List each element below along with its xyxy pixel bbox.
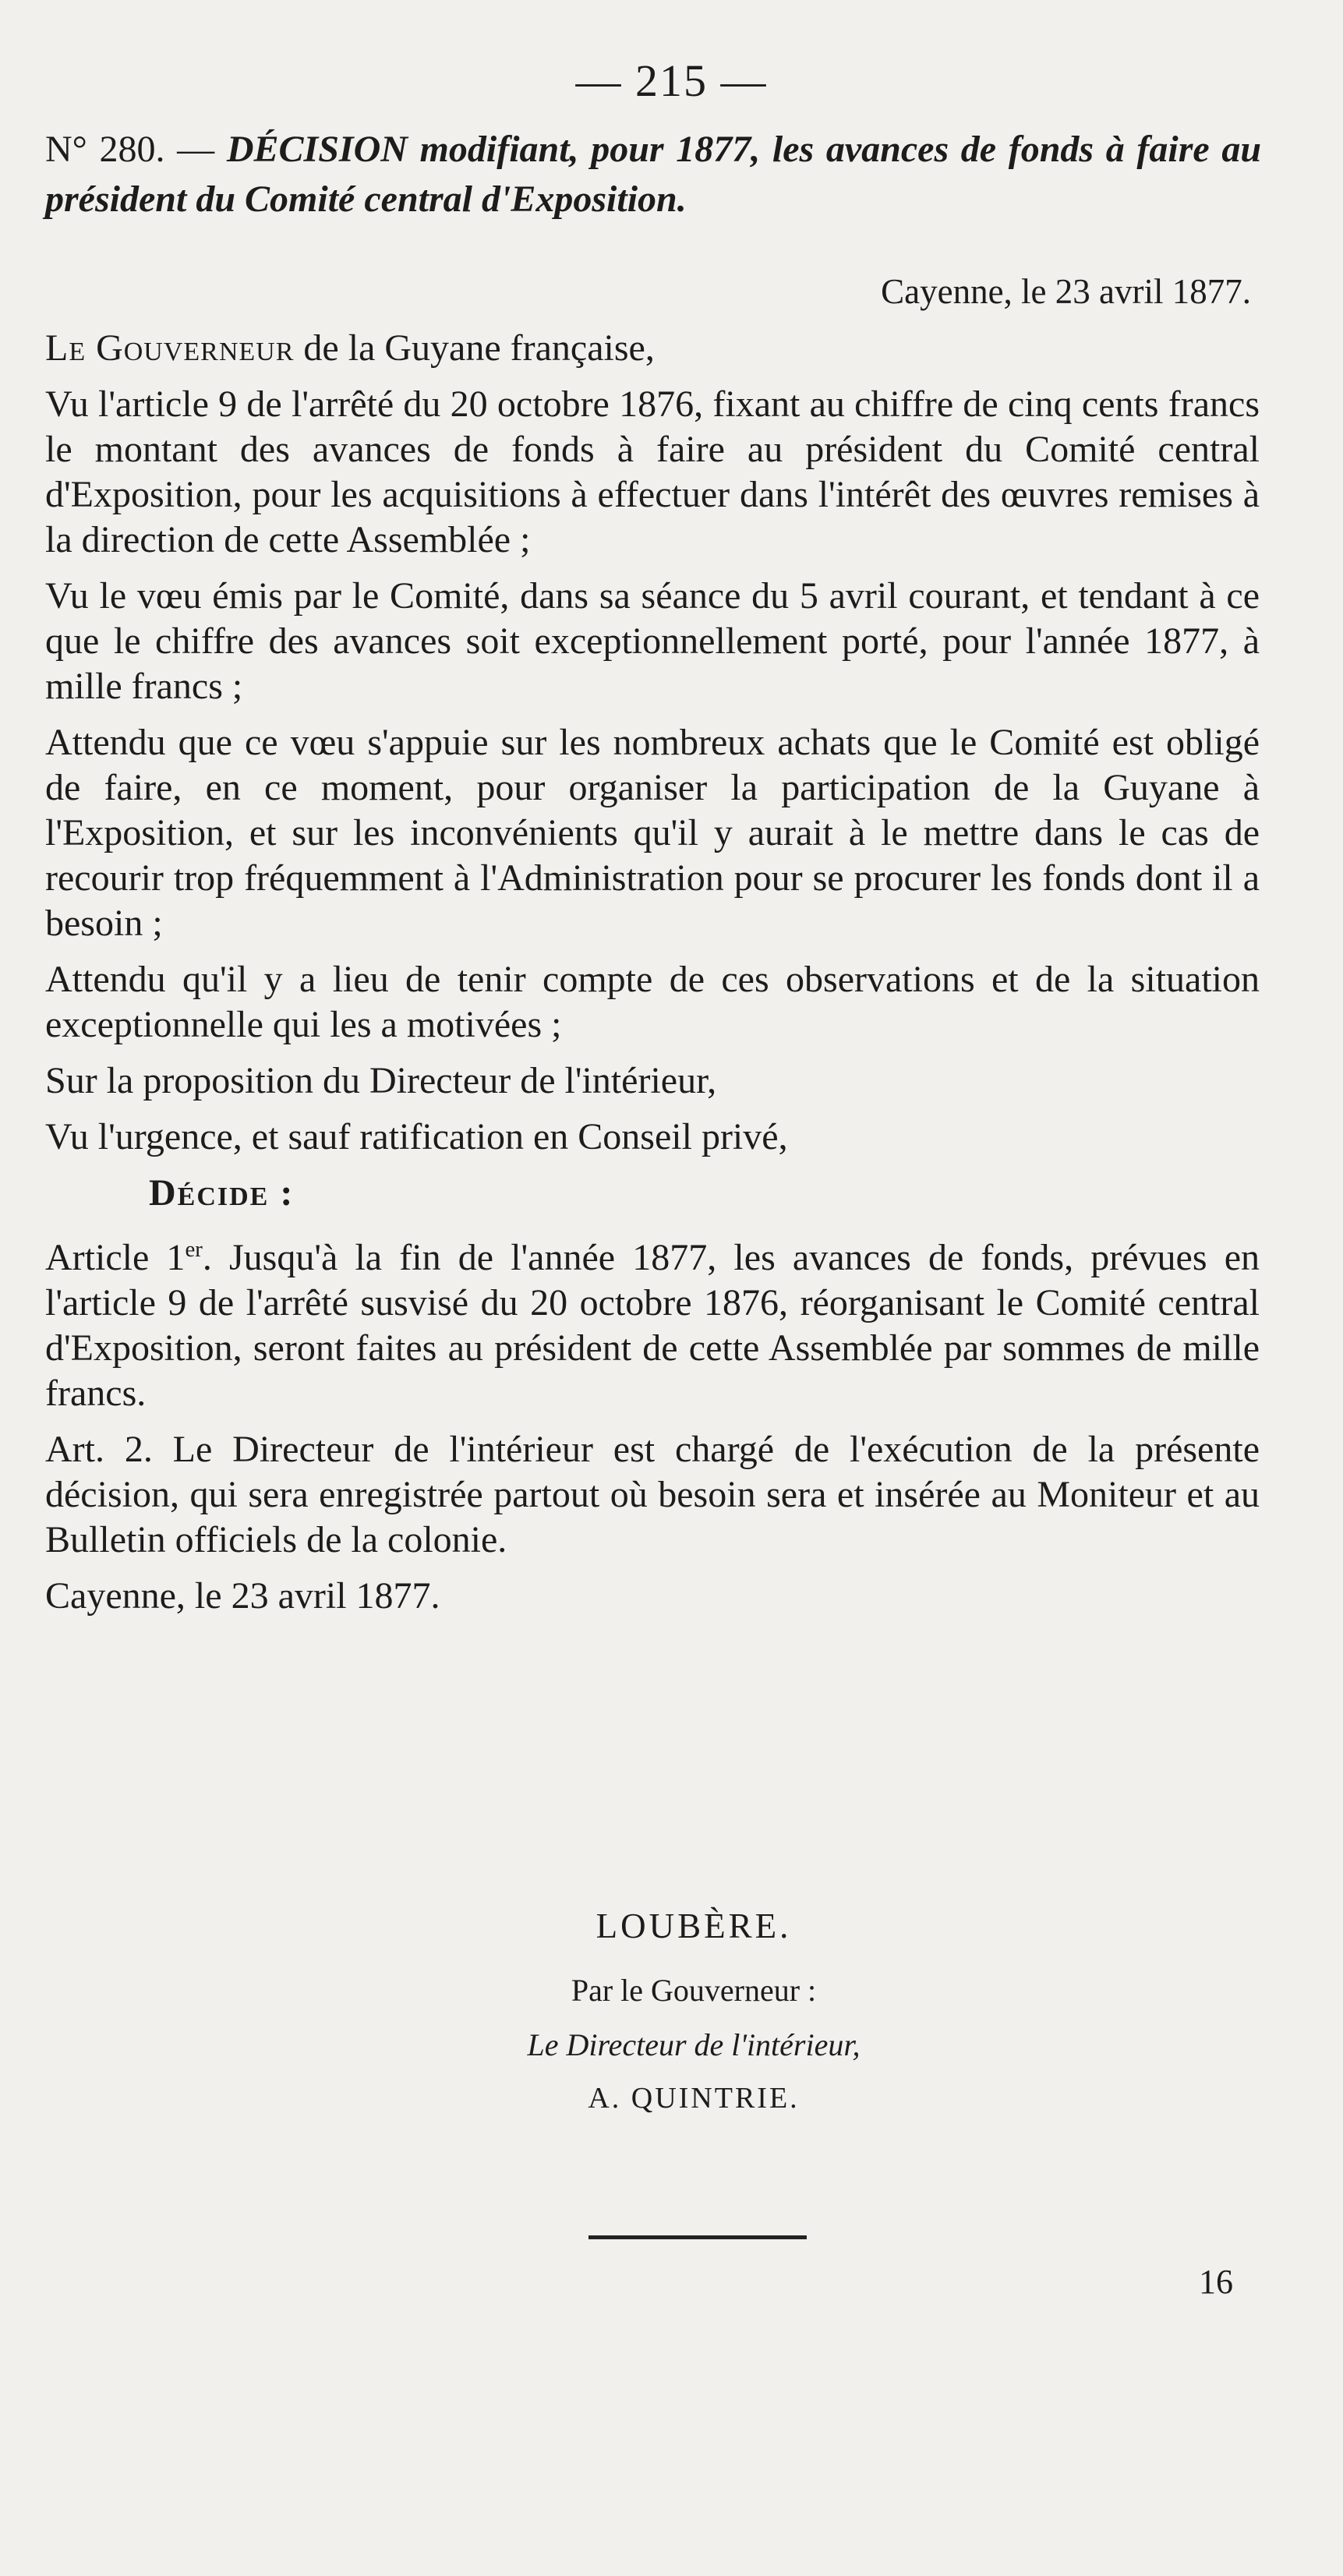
horizontal-rule	[588, 2235, 807, 2239]
decision-heading	[45, 125, 1261, 224]
opening-line	[45, 326, 1260, 371]
sheet-number: 16	[1199, 2263, 1233, 2301]
opening-subject: Le Gouverneur	[45, 327, 295, 369]
paragraph: Attendu qu'il y a lieu de tenir compte de ces observations et de la situation exceptionnelle qui les a motivées ;	[45, 959, 1260, 1045]
article-2: Art. 2. Le Directeur de l'intérieur est chargé de l'exécution de la présente décision, qui sera enregistrée partout où besoin sera et insérée au Moniteur et au Bulletin officiels de la colonie.	[45, 1429, 1260, 1560]
opening-rest: de la Guyane française,	[294, 327, 655, 369]
article-1-sup: er	[185, 1237, 203, 1262]
decision-number: N° 280. —	[45, 129, 215, 170]
paragraph: Vu l'article 9 de l'arrêté du 20 octobre 1876, fixant au chiffre de cinq cents francs le montant des avances de fonds à faire au président du Comité central d'Exposition, pour les acquisitions à effectuer dans l'intérêt des œuvres remises à la direction de cette Assemblée ;	[45, 383, 1260, 560]
closing-place-date: Cayenne, le 23 avril 1877.	[45, 1575, 440, 1617]
article-1-text: . Jusqu'à la fin de l'année 1877, les avances de fonds, prévues en l'article 9 de l'arrêté susvisé du 20 octobre 1876, réorganisant le Comité central d'Exposition, seront faites au président de cette Assemblée par sommes de mille francs.	[45, 1237, 1260, 1414]
article-1	[45, 1227, 1260, 1416]
signature-by: Par le Gouverneur :	[571, 1973, 817, 2008]
signature-role: Le Directeur de l'intérieur,	[527, 2027, 861, 2062]
place-date: Cayenne, le 23 avril 1877.	[881, 272, 1251, 311]
signature-name: LOUBÈRE.	[596, 1906, 792, 1945]
decide-heading: Décide :	[149, 1172, 295, 1214]
paragraph: Sur la proposition du Directeur de l'intérieur,	[45, 1060, 717, 1101]
signature-name-2: A. QUINTRIE.	[588, 2082, 800, 2115]
article-1-label: Article 1	[45, 1237, 186, 1278]
page-number: — 215 —	[575, 55, 768, 106]
paragraph: Vu l'urgence, et sauf ratification en Conseil privé,	[45, 1116, 788, 1157]
document-body	[45, 326, 1260, 1630]
decision-title: DÉCISION modifiant, pour 1877, les avances de fonds à faire au président du Comité central d'Exposition.	[45, 129, 1262, 220]
paragraph: Attendu que ce vœu s'appuie sur les nombreux achats que le Comité est obligé de faire, en ce moment, pour organiser la participation de la Guyane à l'Exposition, et sur les inconvénients qu'il y aurait à le mettre dans le cas de recourir trop fréquemment à l'Administration pour se procurer les fonds dont il a besoin ;	[45, 722, 1260, 944]
paragraph: Vu le vœu émis par le Comité, dans sa séance du 5 avril courant, et tendant à ce que le chiffre des avances soit exceptionnellement porté, pour l'année 1877, à mille francs ;	[45, 575, 1260, 707]
